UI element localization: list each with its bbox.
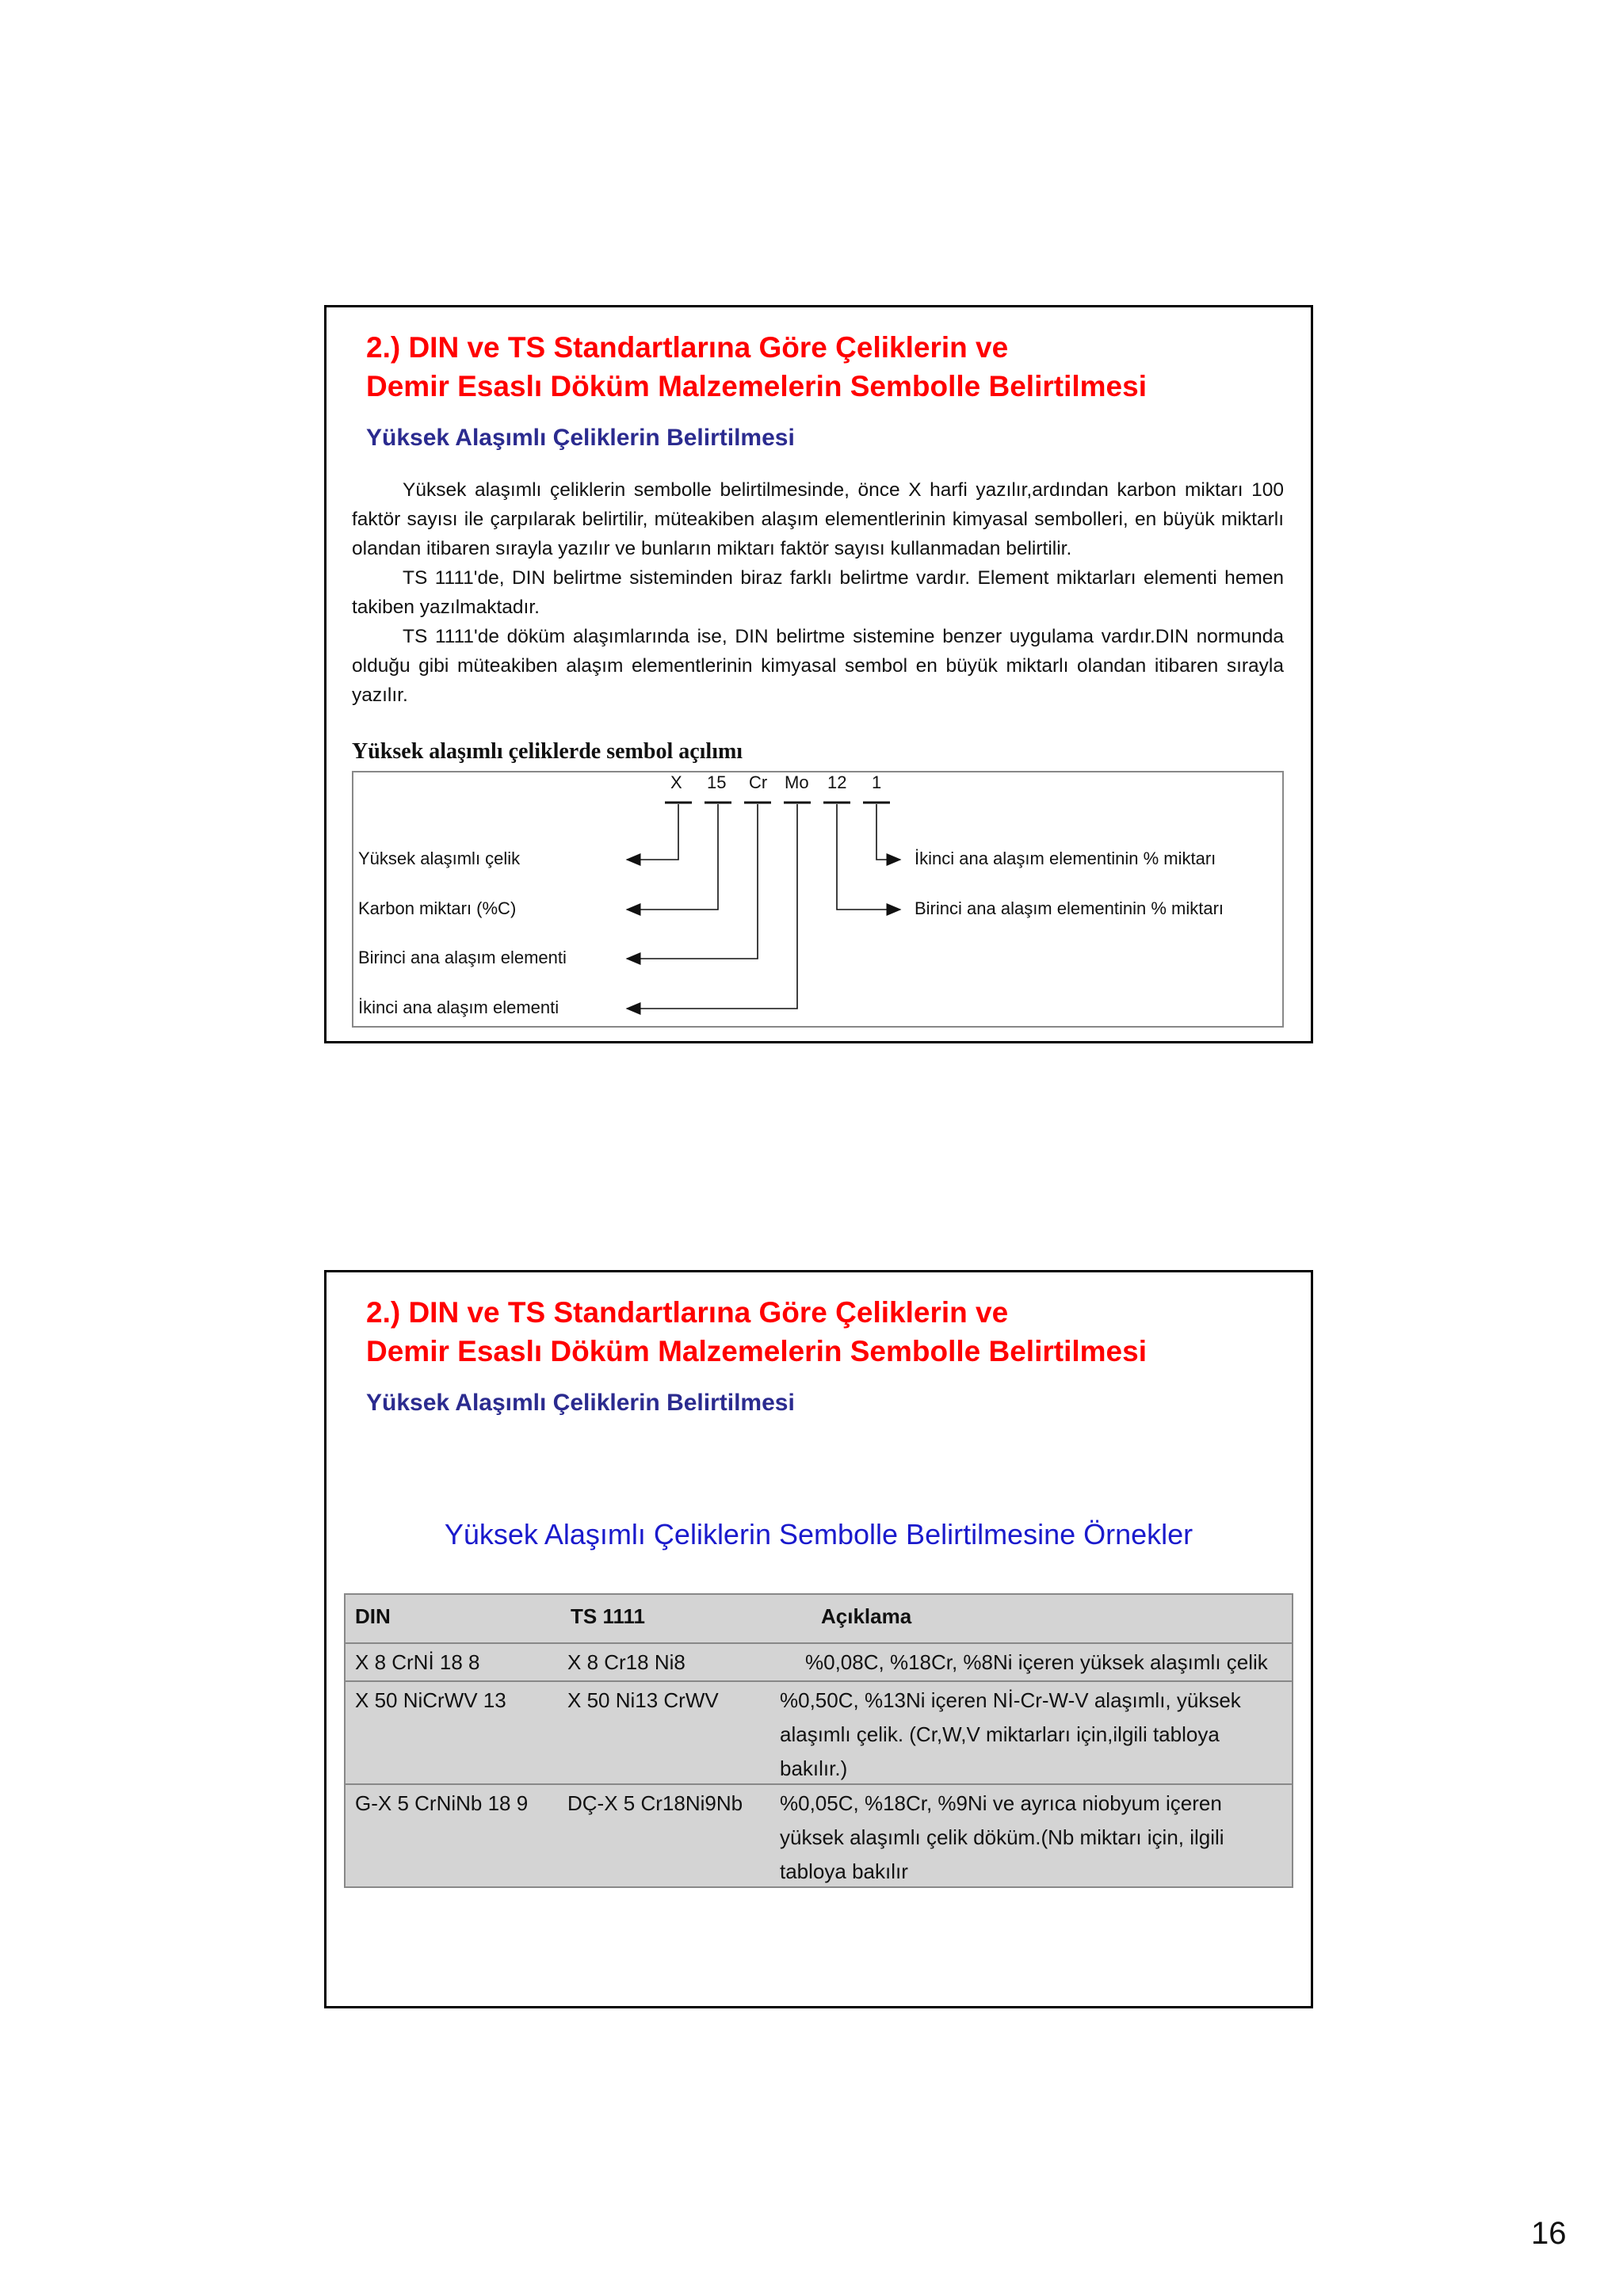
page-number: 16	[1531, 2216, 1567, 2251]
code-part-x: X	[670, 772, 682, 792]
header-ts1111: TS 1111	[571, 1604, 645, 1628]
connector-1	[876, 804, 900, 860]
cell-din: G-X 5 CrNiNb 18 9	[355, 1791, 529, 1815]
code-part-cr: Cr	[749, 772, 768, 792]
code-part-mo: Mo	[785, 772, 809, 792]
slide-title-line-2: Demir Esaslı Döküm Malzemelerin Sembolle Belirtilmesi	[366, 370, 1147, 402]
body-text	[352, 475, 1284, 710]
cell-ts1111: DÇ-X 5 Cr18Ni9Nb	[567, 1791, 743, 1815]
cell-din: X 8 CrNİ 18 8	[355, 1650, 480, 1674]
label-high-alloy-steel: Yüksek alaşımlı çelik	[358, 849, 521, 868]
slide-2	[324, 1270, 1313, 2008]
examples-table	[344, 1593, 1293, 1888]
cell-din: X 50 NiCrWV 13	[355, 1688, 506, 1712]
slide-title-line-1: 2.) DIN ve TS Standartlarına Göre Çeliklerin ve	[366, 331, 1009, 364]
code-part-12: 12	[827, 772, 847, 792]
paragraph-3: TS 1111'de döküm alaşımlarında ise, DIN belirtme sistemine benzer uygulama vardır.DIN normunda olduğu gibi müteakiben alaşım elementlerinin kimyasal sembol en büyük miktarlı olandan itibaren sırayla yazılır.	[352, 626, 1284, 706]
cell-description: %0,50C, %13Ni içeren Nİ-Cr-W-V alaşımlı, yüksek alaşımlı çelik. (Cr,W,V miktarları için,ilgili tabloya bakılır.)	[780, 1688, 1241, 1780]
paragraph-2: TS 1111'de, DIN belirtme sisteminden biraz farklı belirtme vardır. Element miktarları elementi hemen takiben yazılmaktadır.	[352, 567, 1284, 618]
cell-ts1111: X 8 Cr18 Ni8	[567, 1650, 685, 1674]
slide-1	[324, 305, 1313, 1043]
table-row	[346, 1783, 1292, 1890]
connector-12	[837, 804, 900, 910]
label-first-alloy-percent: Birinci ana alaşım elementinin % miktarı	[915, 898, 1224, 918]
cell-description: %0,08C, %18Cr, %8Ni içeren yüksek alaşımlı çelik	[805, 1650, 1268, 1674]
slide-subtitle: Yüksek Alaşımlı Çeliklerin Belirtilmesi	[366, 1390, 795, 1416]
connector-mo	[627, 804, 797, 1009]
paragraph-1: Yüksek alaşımlı çeliklerin sembolle belirtilmesinde, önce X harfi yazılır,ardından karbon miktarı 100 faktör sayısı ile çarpılarak belirtilir, müteakiben alaşım elementlerinin kimyasal sembolleri, en büyük miktarlı olandan itibaren sırayla yazılır ve bunların miktarı faktör sayısı kullanmadan belirtilir.	[352, 479, 1284, 559]
code-part-carbon: 15	[707, 772, 727, 792]
cell-description: %0,05C, %18Cr, %9Ni ve ayrıca niobyum içeren yüksek alaşımlı çelik döküm.(Nb miktarı için, ilgili tabloya bakılır	[780, 1791, 1224, 1883]
connector-15	[627, 804, 718, 910]
slide-title	[366, 1293, 1277, 1371]
label-second-alloy-element: İkinci ana alaşım elementi	[358, 997, 559, 1017]
cell-ts1111: X 50 Ni13 CrWV	[567, 1688, 719, 1712]
connector-x	[627, 804, 678, 860]
symbol-diagram	[352, 771, 1284, 1028]
slide-title-line-1: 2.) DIN ve TS Standartlarına Göre Çeliklerin ve	[366, 1296, 1009, 1329]
table-row	[346, 1642, 1292, 1682]
slide-title-line-2: Demir Esaslı Döküm Malzemelerin Sembolle Belirtilmesi	[366, 1335, 1147, 1367]
header-description: Açıklama	[821, 1604, 912, 1628]
table-header-row	[346, 1595, 1292, 1642]
code-part-1: 1	[872, 772, 882, 792]
examples-heading: Yüksek Alaşımlı Çeliklerin Sembolle Belirtilmesine Örnekler	[444, 1518, 1193, 1550]
diagram-title: Yüksek alaşımlı çeliklerde sembol açılımı	[352, 739, 743, 764]
table-row	[346, 1680, 1292, 1785]
header-din: DIN	[355, 1604, 391, 1628]
label-carbon-content: Karbon miktarı (%C)	[358, 898, 517, 918]
connector-cr	[627, 804, 758, 959]
label-first-alloy-element: Birinci ana alaşım elementi	[358, 948, 567, 967]
slide-title	[366, 328, 1277, 406]
slide-subtitle: Yüksek Alaşımlı Çeliklerin Belirtilmesi	[366, 425, 795, 451]
label-second-alloy-percent: İkinci ana alaşım elementinin % miktarı	[915, 849, 1216, 868]
